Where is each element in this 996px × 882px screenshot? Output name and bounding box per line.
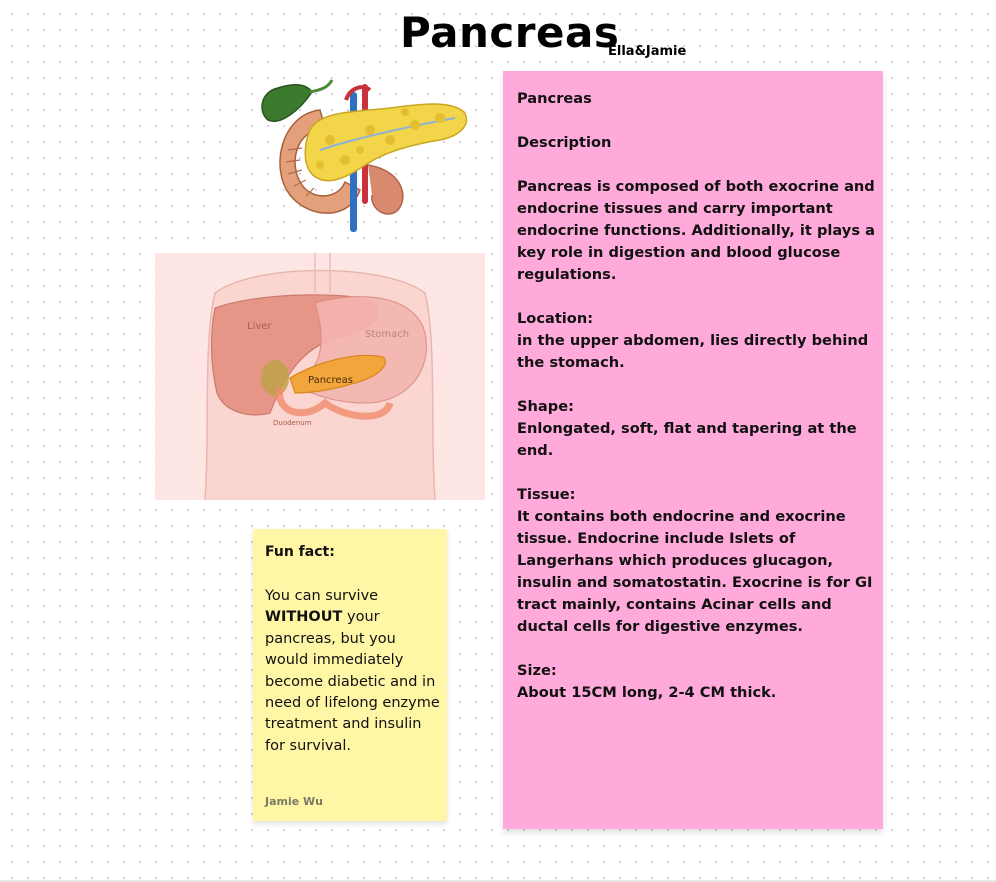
shape-label: Shape:	[517, 398, 574, 415]
description-text: Pancreas is composed of both exocrine and endocrine tissues and carry important endocrine functions. Additionally, it plays a key role in digestion and blood glucose regulations.	[517, 178, 875, 283]
fun-fact-body	[265, 586, 441, 757]
duodenum-label: Duodenum	[273, 419, 312, 427]
tissue-text: It contains both endocrine and exocrine tissue. Endocrine include Islets of Langerhans which produces glucagon, insulin and somatostatin. Exocrine is for GI tract mainly, contains Acinar cells and ductal cells for digestive enzymes.	[517, 508, 873, 635]
tissue-label: Tissue:	[517, 486, 576, 503]
location-label: Location:	[517, 310, 594, 327]
info-heading: Pancreas	[517, 90, 592, 107]
shape-text: Enlongated, soft, flat and tapering at the end.	[517, 420, 857, 459]
fun-fact-text-start: You can survive	[265, 588, 379, 604]
pancreas-organ-image	[250, 70, 475, 245]
liver-label: Liver	[247, 321, 272, 332]
page-title: Pancreas	[400, 8, 620, 57]
abdomen-illustration[interactable]	[155, 253, 485, 500]
authors-label: Ella&Jamie	[608, 44, 687, 59]
abdomen-diagram-image	[155, 253, 485, 500]
info-note[interactable]	[503, 71, 883, 829]
stomach-label: Stomach	[365, 329, 410, 340]
size-text: About 15CM long, 2-4 CM thick.	[517, 684, 777, 701]
info-note-text	[517, 88, 875, 726]
fun-fact-emphasis: WITHOUT	[265, 609, 343, 626]
size-label: Size:	[517, 662, 557, 679]
fun-fact-note[interactable]	[253, 529, 447, 821]
fun-fact-title: Fun fact:	[265, 544, 335, 560]
description-label: Description	[517, 134, 612, 151]
fun-fact-author: Jamie Wu	[265, 795, 324, 808]
location-text: in the upper abdomen, lies directly behind the stomach.	[517, 332, 869, 371]
pancreas-illustration[interactable]	[250, 70, 475, 245]
pancreas-label: Pancreas	[308, 375, 353, 386]
fun-fact-text-end: your pancreas, but you would immediately become diabetic and in need of lifelong enzyme treatment and insulin for survival.	[265, 609, 440, 754]
